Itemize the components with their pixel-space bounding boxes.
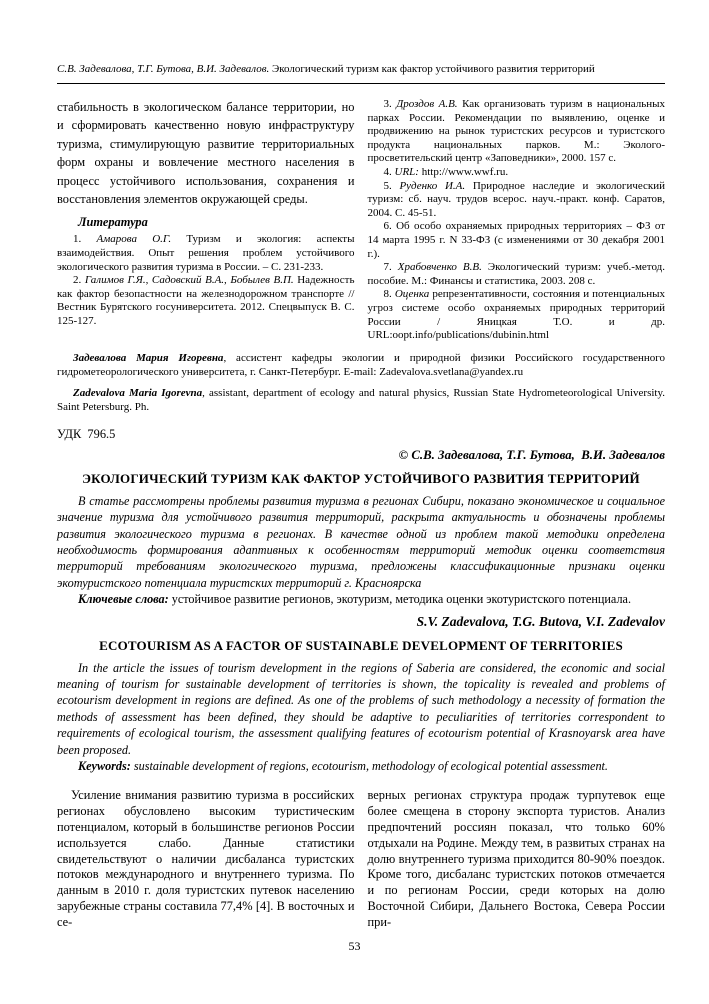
reference-authors: Амарова О.Г. xyxy=(96,233,172,246)
intro-paragraph: стабильность в экологическом балансе территории, но и сформировать качественно новую инфраструктуру туризма, стимулирующую развитие территориальных форм охраны и вовлечение местного населения в процесс устойчивого использования, сохранения и восстановления элементов окружающей среды. xyxy=(57,100,355,207)
reference-number: 2. xyxy=(73,274,82,287)
reference-item-5 xyxy=(368,180,666,221)
reference-lead: Оценка xyxy=(394,288,430,301)
running-header-authors: С.В. Задевалова, Т.Г. Бутова, В.И. Задевалов. xyxy=(57,63,270,75)
body-right-column xyxy=(368,788,666,930)
copyright-line: © С.В. Задевалова, Т.Г. Бутова, В.И. Задевалов xyxy=(398,447,665,462)
reference-text: Природное наследие и экологический туризм: сб. науч. трудов всерос. науч.-практ. конф. Саратов, 2004. С. 45-51. xyxy=(367,179,666,219)
reference-authors: Храбовченко В.В. xyxy=(397,261,482,274)
reference-text: Экологический туризм: учеб.-метод. пособие. М.: Финансы и статистика, 2003. 208 с. xyxy=(367,261,665,287)
body-left-column xyxy=(57,788,355,930)
author-name-ru: Задевалова Мария Игоревна xyxy=(73,351,224,364)
affiliation-text-ru: , ассистент кафедры экологии и природной физики Российского государственного гидрометеорологического университета, г. Санкт-Петербург. E-mail: Zadevalova.svetlana@yandex.ru xyxy=(57,351,665,379)
reference-number: 6. xyxy=(383,220,392,233)
reference-item-6 xyxy=(368,220,666,261)
keywords-en-label: Keywords: xyxy=(78,758,131,773)
references-right-column xyxy=(368,98,666,343)
article-title-en: ECOTOURISM AS A FACTOR OF SUSTAINABLE DEVELOPMENT OF TERRITORIES xyxy=(99,637,623,653)
reference-text: Надежность как фактор безопастности на железнодорожном транспорте // Вестник Бурятского госуниверситета. 2012. Спецвыпуск В. С. 125-127. xyxy=(57,274,355,327)
references-left-column xyxy=(57,98,355,343)
affiliation-en xyxy=(57,386,665,415)
literature-heading: Литература xyxy=(78,215,148,230)
keywords-en-text: sustainable development of regions, ecotourism, methodology of ecological potential assessment. xyxy=(130,758,608,773)
reference-number: 4. xyxy=(383,165,392,178)
reference-url-label: URL: xyxy=(394,165,419,178)
reference-number: 1. xyxy=(73,233,82,246)
body-columns xyxy=(57,788,665,930)
reference-item-3 xyxy=(368,98,666,166)
udc-label: УДК 796.5 xyxy=(57,426,116,441)
article-title-ru: ЭКОЛОГИЧЕСКИЙ ТУРИЗМ КАК ФАКТОР УСТОЙЧИВОГО РАЗВИТИЯ ТЕРРИТОРИЙ xyxy=(82,470,640,486)
reference-text: репрезентативности, состояния и потенциальных угроз системе особо охраняемых природных территорий России / Яницкая Т.О. и др. URL:oopt.info/publications/dubinin.html xyxy=(367,288,666,342)
reference-item-4 xyxy=(368,166,666,180)
reference-number: 5. xyxy=(383,179,392,192)
reference-number: 8. xyxy=(383,288,392,301)
reference-number: 7. xyxy=(383,261,392,274)
reference-authors: Галимов Г.Я., Садовский В.А., Бобылев В.П. xyxy=(84,274,294,287)
reference-item-2 xyxy=(57,274,355,328)
affiliation-text-en: , assistant, department of ecology and natural physics, Russian State Hydrometeorological University. Saint Petersburg. Ph. xyxy=(57,386,665,414)
reference-number: 3. xyxy=(383,98,392,110)
references-columns xyxy=(57,98,665,343)
running-header xyxy=(57,63,665,84)
keywords-ru xyxy=(57,591,665,607)
reference-text: Как организовать туризм в национальных парках России. Рекомендации по выявлению, оценке и продвижению на рынок туристских ресурсов и туристского продукта национальных парков. М.: Эколого-просветительский центр «Заповедники», 2000. 157 с. xyxy=(367,98,666,165)
body-paragraph-left: Усиление внимания развитию туризма в российских регионах обусловлено высоким туристическим потенциалом, который в большинстве регионов России используется слабо. Данные статистики свидетельствуют о наличии дисбаланса туристских потоков международного и внутреннего туризма. По данным в 2010 г. доля туристских путевок населению зарубежные страны составила 77,4% [4]. В восточных и се- xyxy=(57,788,355,929)
keywords-ru-text: устойчивое развитие регионов, экотуризм, методика оценки экотуристского потенциала. xyxy=(168,592,631,607)
reference-text: Об особо охраняемых природных территориях – ФЗ от 14 марта 1995 г. N 33-ФЗ (с изменениями от 30 декабря 2001 г.). xyxy=(367,220,666,260)
body-paragraph-right: верных регионах структура продаж турпутевок еще более смещена в сторону экспорта туристов. Анализ предпочтений россиян показал, что только 60% отдыхали на Родине. Между тем, в развитых странах на долю внутреннего туризма приходится 80-90% поездок. Кроме того, дисбаланс туристских потоков отмечается и по регионам России, среди которых на долю Восточной Сибири, Дальнего Востока, Севера России при- xyxy=(367,788,665,929)
affiliation-ru xyxy=(57,351,665,380)
reference-authors: Руденко И.А. xyxy=(399,179,466,192)
page-number: 53 xyxy=(348,939,361,953)
keywords-ru-label: Ключевые слова: xyxy=(78,592,169,607)
reference-text: Туризм и экология: аспекты взаимодействия. Опыт решения проблем устойчивого экологического развития туризма в России. – С. 231-233. xyxy=(57,233,355,273)
abstract-en: In the article the issues of tourism development in the regions of Saberia are considered, the economic and social meaning of tourism for sustainable development of territories is shown, the topicality is revealed and problems of ecotourism development in regions are defined. As one of the problems of such methodology a necessity of formation the methods of assessment has been defined, they should be adaptive to peculiarities of territories correspondent to requirements of ecological tourism, the assessment qualifying features of ecotourism potential of Krasnoyarsk area have been proposed. xyxy=(57,660,665,757)
running-header-title: Экологический туризм как фактор устойчивого развития территорий xyxy=(272,63,595,75)
reference-item-1 xyxy=(57,233,355,274)
reference-item-8 xyxy=(368,288,666,342)
abstract-ru: В статье рассмотрены проблемы развития туризма в регионах Сибири, показано экономическое и социальное значение туризма для устойчивого развития территорий, раскрыта актуальность и обозначены проблемы развития экологического туризма в регионах. В качестве одной из проблем такой методики определена необходимость формирования адаптивных к особенностям территорий методик оценки соответствия территорий требованиям экологического туризма, предложены классификационные признаки оценки экотуристского потенциала туристских территорий г. Красноярска xyxy=(57,493,665,590)
authors-en-line: S.V. Zadevalova, T.G. Butova, V.I. Zadevalov xyxy=(416,613,665,629)
reference-item-7 xyxy=(368,261,666,288)
reference-text: http://www.wwf.ru. xyxy=(421,165,509,178)
author-name-en: Zadevalova Maria Igorevna xyxy=(73,386,203,399)
reference-authors: Дроздов А.В. xyxy=(396,98,458,110)
keywords-en xyxy=(57,758,665,774)
